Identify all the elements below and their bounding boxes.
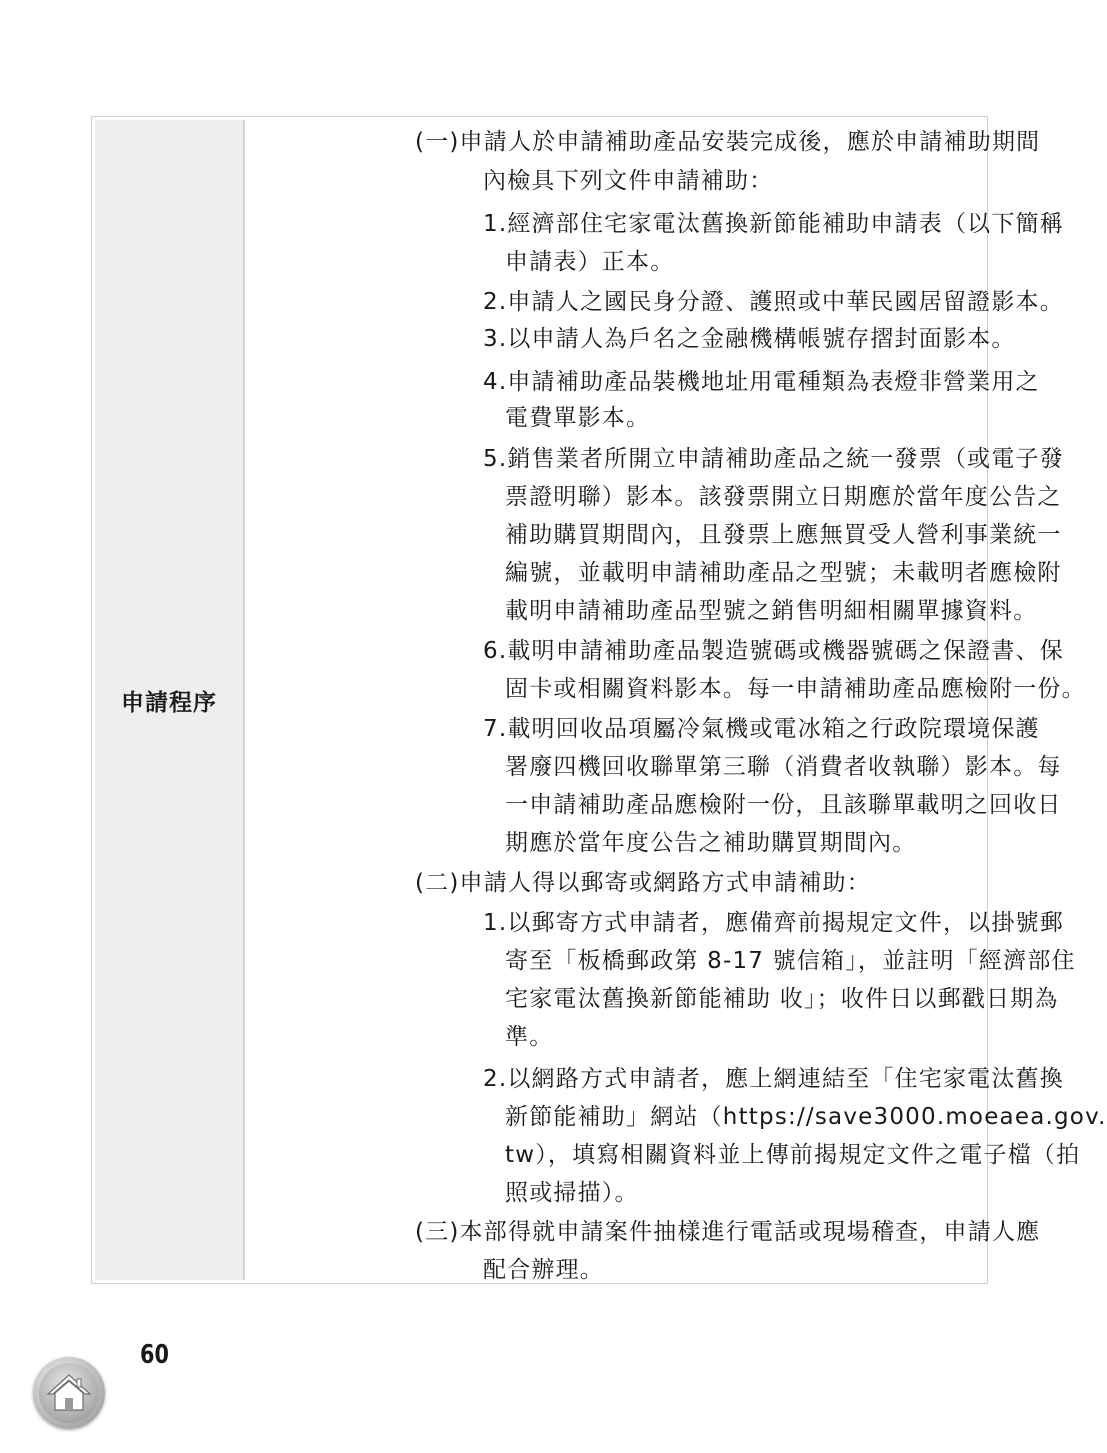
text-line: 1.經濟部住宅家電汰舊換新節能補助申請表（以下簡稱	[483, 211, 1064, 237]
text-line: 2.申請人之國民身分證、護照或中華民國居留證影本。	[483, 289, 1064, 315]
text-line: 1.以郵寄方式申請者，應備齊前揭規定文件，以掛號郵	[483, 910, 1064, 936]
text-line: 內檢具下列文件申請補助：	[483, 168, 774, 194]
text-line: 7.載明回收品項屬冷氣機或電冰箱之行政院環境保護	[483, 716, 1040, 742]
text-line: 準。	[505, 1024, 554, 1050]
row-label-cell	[95, 120, 244, 1280]
home-icon	[39, 1363, 99, 1423]
text-line: (二)申請人得以郵寄或網路方式申請補助：	[415, 870, 871, 896]
text-line: 署廢四機回收聯單第三聯（消費者收執聯）影本。每	[505, 754, 1062, 780]
text-line: 5.銷售業者所開立申請補助產品之統一發票（或電子發	[483, 446, 1064, 472]
text-line: 編號，並載明申請補助產品之型號；未載明者應檢附	[505, 560, 1062, 586]
text-line: 電費單影本。	[505, 405, 651, 431]
text-line: tw），填寫相關資料並上傳前揭規定文件之電子檔（拍	[505, 1142, 1081, 1168]
row-label: 申請程序	[121, 689, 217, 716]
text-line: 宅家電汰舊換新節能補助 收」；收件日以郵戳日期為	[505, 986, 1059, 1012]
text-line: 期應於當年度公告之補助購買期間內。	[505, 830, 917, 856]
row-content-cell	[244, 120, 1107, 1283]
text-line: 4.申請補助產品裝機地址用電種類為表燈非營業用之	[483, 369, 1040, 395]
page-number: 60	[140, 1340, 169, 1370]
text-line: 載明申請補助產品型號之銷售明細相關單據資料。	[505, 598, 1038, 624]
text-line: 一申請補助產品應檢附一份，且該聯單載明之回收日	[505, 792, 1062, 818]
text-line: 3.以申請人為戶名之金融機構帳號存摺封面影本。	[483, 326, 1016, 352]
procedure-table	[91, 116, 1107, 1284]
text-line: 補助購買期間內，且發票上應無買受人營利事業統一	[505, 522, 1062, 548]
text-line: 申請表）正本。	[505, 249, 675, 275]
text-line: 寄至「板橋郵政第 8-17 號信箱」，並註明「經濟部住	[505, 948, 1076, 974]
text-line: 固卡或相關資料影本。每一申請補助產品應檢附一份。	[505, 676, 1086, 702]
text-line: 配合辦理。	[483, 1257, 604, 1283]
text-line: 票證明聯）影本。該發票開立日期應於當年度公告之	[505, 484, 1062, 510]
text-line: 2.以網路方式申請者，應上網連結至「住宅家電汰舊換	[483, 1066, 1064, 1092]
text-line: 6.載明申請補助產品製造號碼或機器號碼之保證書、保	[483, 638, 1064, 664]
text-line: 照或掃描）。	[505, 1180, 639, 1206]
text-line: (一)申請人於申請補助產品安裝完成後，應於申請補助期間	[415, 129, 1041, 155]
home-button[interactable]	[33, 1357, 105, 1429]
text-line: (三)本部得就申請案件抽樣進行電話或現場稽查，申請人應	[415, 1219, 1041, 1245]
text-line: 新節能補助」網站（https://save3000.moeaea.gov.	[505, 1104, 1107, 1130]
